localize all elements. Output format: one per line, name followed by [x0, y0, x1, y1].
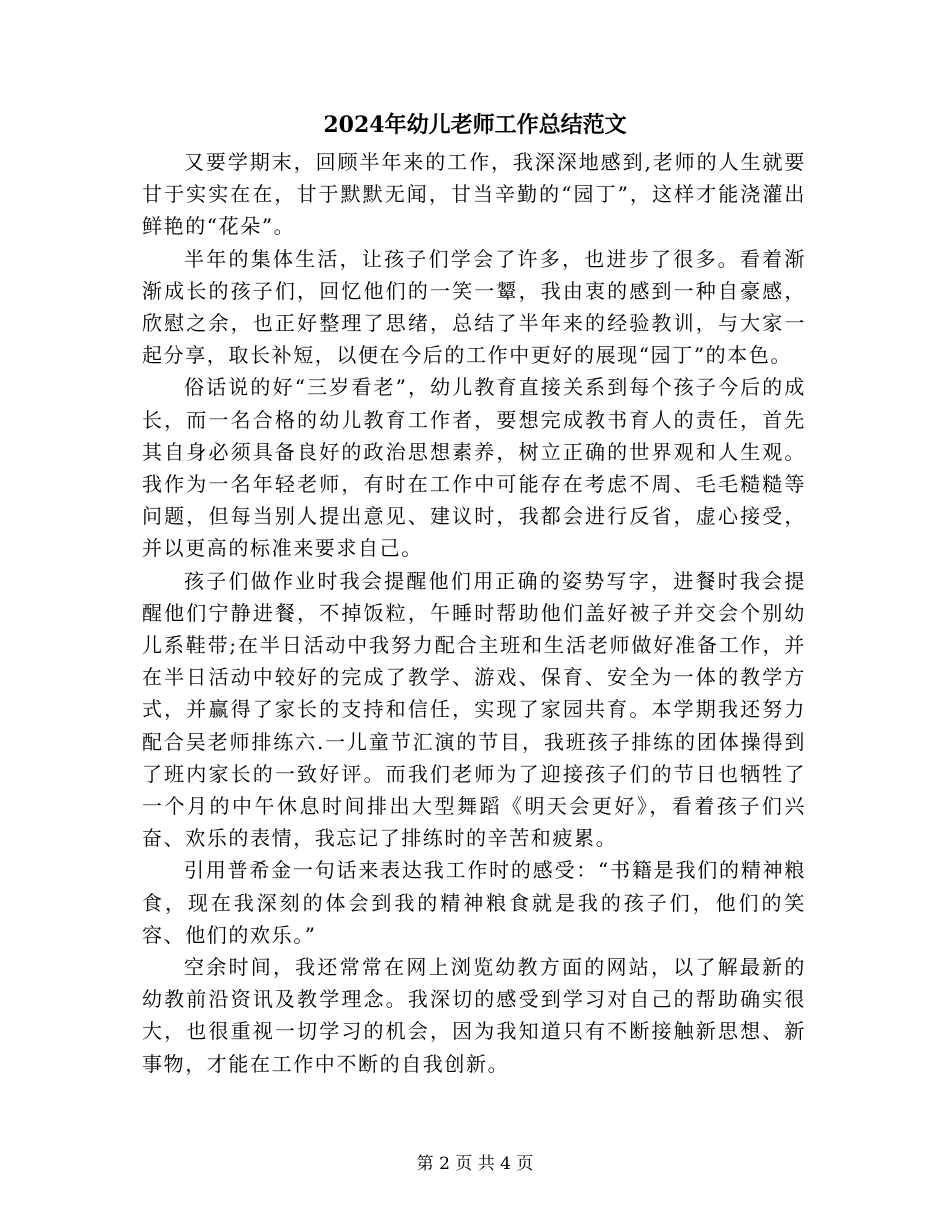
paragraph-3: 俗话说的好“三岁看老”，幼儿教育直接关系到每个孩子今后的成长，而一名合格的幼儿教育工作者，要想完成教书育人的责任，首先其自身必须具备良好的政治思想素养，树立正确的世界观和人生观。我作为一名年轻老师，有时在工作中可能存在考虑不周、毛毛糙糙等问题，但每当别人提出意见、建议时，我都会进行反省，虚心接受，并以更高的标准来要求自己。	[142, 375, 806, 561]
paragraph-2: 半年的集体生活，让孩子们学会了许多，也进步了很多。看着渐渐成长的孩子们，回忆他们的一笑一颦，我由衷的感到一种自豪感，欣慰之余，也正好整理了思绪，总结了半年来的经验教训，与大家一起分享，取长补短，以便在今后的工作中更好的展现“园丁”的本色。	[142, 246, 806, 368]
paragraph-1: 又要学期末，回顾半年来的工作，我深深地感到,老师的人生就要甘于实实在在，甘于默默无闻，甘当辛勤的“园丁”，这样才能浇灌出鲜艳的“花朵”。	[142, 150, 806, 239]
paragraph-5: 引用普希金一句话来表达我工作时的感受：“书籍是我们的精神粮食，现在我深刻的体会到我的精神粮食就是我的孩子们，他们的笑容、他们的欢乐。”	[142, 858, 806, 947]
document-body	[142, 146, 806, 1080]
page-number-footer: 第 2 页 共 4 页	[416, 1154, 534, 1174]
paragraph-4: 孩子们做作业时我会提醒他们用正确的姿势写字，进餐时我会提醒他们宁静进餐，不掉饭粒，午睡时帮助他们盖好被子并交会个别幼儿系鞋带;在半日活动中我努力配合主班和生活老师做好准备工作，并在半日活动中较好的完成了教学、游戏、保育、安全为一体的教学方式，并赢得了家长的支持和信任，实现了家园共育。本学期我还努力配合吴老师排练六.一儿童节汇演的节目，我班孩子排练的团体操得到了班内家长的一致好评。而我们老师为了迎接孩子们的节日也牺牲了一个月的中午休息时间排出大型舞蹈《明天会更好》，看着孩子们兴奋、欢乐的表情，我忘记了排练时的辛苦和疲累。	[142, 568, 806, 851]
document-title: 2024年幼儿老师工作总结范文	[323, 112, 627, 138]
paragraph-6: 空余时间，我还常常在网上浏览幼教方面的网站，以了解最新的幼教前沿资讯及教学理念。我深切的感受到学习对自己的帮助确实很大，也很重视一切学习的机会，因为我知道只有不断接触新思想、新事物，才能在工作中不断的自我创新。	[142, 955, 806, 1076]
